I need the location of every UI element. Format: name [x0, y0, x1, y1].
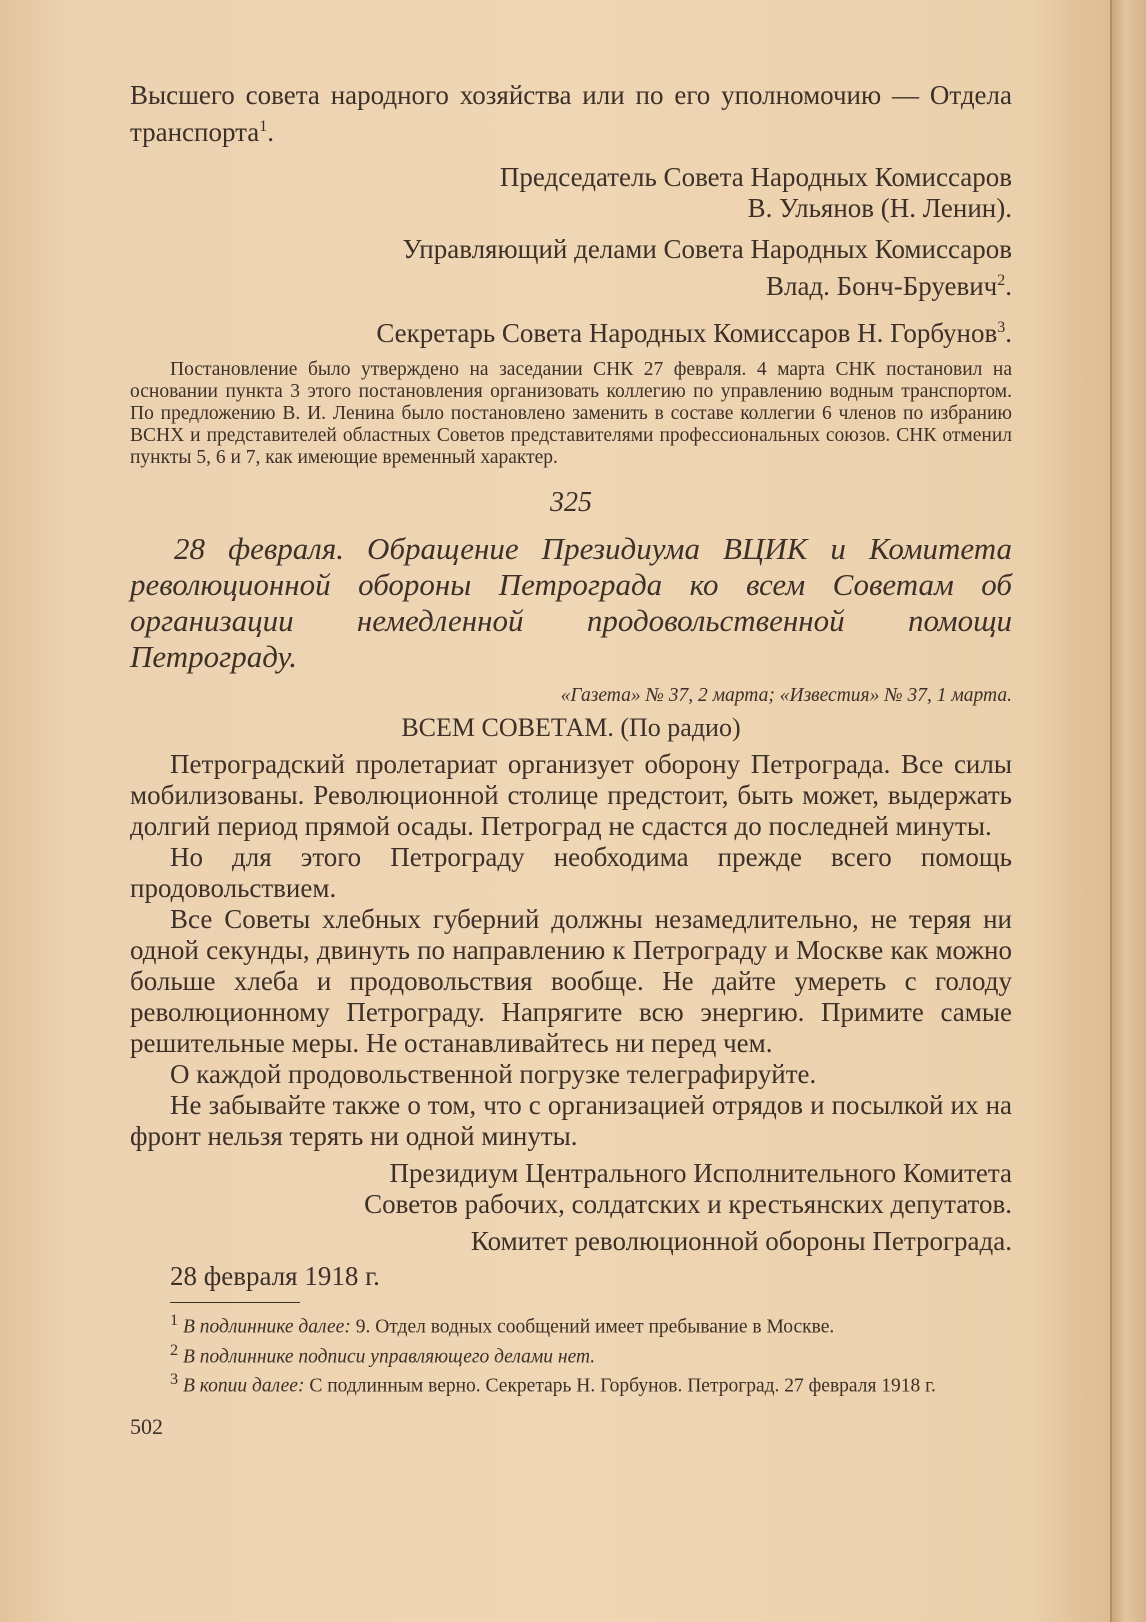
signature-bottom [130, 1158, 1012, 1257]
paragraph: Но для этого Петрограду необходима прежде всего помощь продовольствием. [130, 842, 1012, 903]
signature-name: Секретарь Совета Народных Комиссаров Н. Горбунов [376, 318, 998, 348]
signature-manager [130, 234, 1012, 302]
paragraph: О каждой продовольственной погрузке телеграфируйте. [170, 1059, 817, 1089]
signature-chairman [130, 162, 1012, 224]
footnote-mark: 3 [170, 1370, 179, 1388]
signature-line: В. Ульянов (Н. Ленин). [747, 193, 1012, 223]
footnote-rule [170, 1302, 300, 1303]
signature-name: Влад. Бонч-Бруевич [765, 271, 998, 301]
footnote-ref: 3 [997, 319, 1006, 336]
footnote-italic: В подлиннике далее: [183, 1316, 351, 1338]
signature-secretary [130, 312, 1012, 349]
footnote-ref: 1 [259, 118, 268, 135]
footnote [130, 1339, 1012, 1369]
punct: . [1005, 318, 1012, 348]
signature-line: Советов рабочих, солдатских и крестьянских депутатов. [364, 1189, 1012, 1219]
top-paragraph [130, 80, 1012, 148]
top-paragraph-text: Высшего совета народного хозяйства или по его уполномочию — Отдела транспорта [130, 80, 1012, 147]
footnote-text: 9. Отдел водных сообщений имеет пребывание в Москве. [350, 1316, 835, 1338]
footnote-mark: 2 [170, 1340, 179, 1359]
paragraph: Петроградский пролетариат организует оборону Петрограда. Все силы мобилизованы. Революционной столице предстоит, быть может, выдержать долгий период прямой осады. Петроград не сдастся до последней минуты. [130, 749, 1012, 841]
document-number: 325 [550, 487, 592, 518]
page-edge [1110, 0, 1146, 1622]
footnote-text: С подлинным верно. Секретарь Н. Горбунов. Петроград. 27 февраля 1918 г. [304, 1375, 936, 1397]
footnote-mark: 1 [170, 1311, 179, 1329]
footnote [130, 1368, 1012, 1398]
signature-line [130, 265, 1012, 302]
editorial-note: Постановление было утверждено на заседании СНК 27 февраля. 4 марта СНК постановил на основании пункта 3 этого постановления организовать коллегию по управлению водным транспортом. По предложению В. И. Ленина было постановлено заменить в составе коллегии 6 членов по избранию ВСНХ и представителей областных Советов представителями профессиональных союзов. СНК отменил пункты 5, 6 и 7, как имеющие временный характер. [130, 359, 1012, 468]
signature-line [130, 312, 1012, 349]
document-date: 28 февраля 1918 г. [170, 1261, 380, 1291]
signature-line: Председатель Совета Народных Комиссаров [499, 162, 1012, 192]
document-title: 28 февраля. Обращение Президиума ВЦИК и Комитета революционной обороны Петрограда ко всем Советам об организации немедленной продовольственной помощи Петрограду. [130, 531, 1012, 674]
footnote-italic: В подлиннике подписи управляющего делами нет. [183, 1346, 596, 1367]
page-number: 502 [130, 1413, 163, 1439]
source-citation: «Газета» № 37, 2 марта; «Известия» № 37, 1 марта. [560, 685, 1012, 706]
signature-line: Президиум Центрального Исполнительного Комитета [389, 1158, 1012, 1188]
document-content [130, 80, 1012, 1440]
footnote-italic: В копии далее: [183, 1375, 305, 1397]
footnote-ref: 2 [997, 272, 1006, 289]
document-heading: ВСЕМ СОВЕТАМ. (По радио) [401, 713, 741, 742]
footnote [130, 1309, 1012, 1339]
signature-line: Комитет революционной обороны Петрограда. [470, 1226, 1012, 1256]
paragraph: Не забывайте также о том, что с организацией отрядов и посылкой их на фронт нельзя терять ни одной минуты. [130, 1090, 1012, 1151]
punct: . [267, 117, 275, 147]
paragraph: Все Советы хлебных губерний должны незамедлительно, не теряя ни одной секунды, двинуть по направлению к Петрограду и Москве как можно больше хлеба и продовольствия вообще. Не дайте умереть с голоду революционному Петрограду. Напрягите всю энергию. Примите самые решительные меры. Не останавливайтесь ни перед чем. [130, 904, 1012, 1058]
signature-line: Управляющий делами Совета Народных Комиссаров [402, 234, 1012, 264]
punct: . [1005, 271, 1012, 301]
